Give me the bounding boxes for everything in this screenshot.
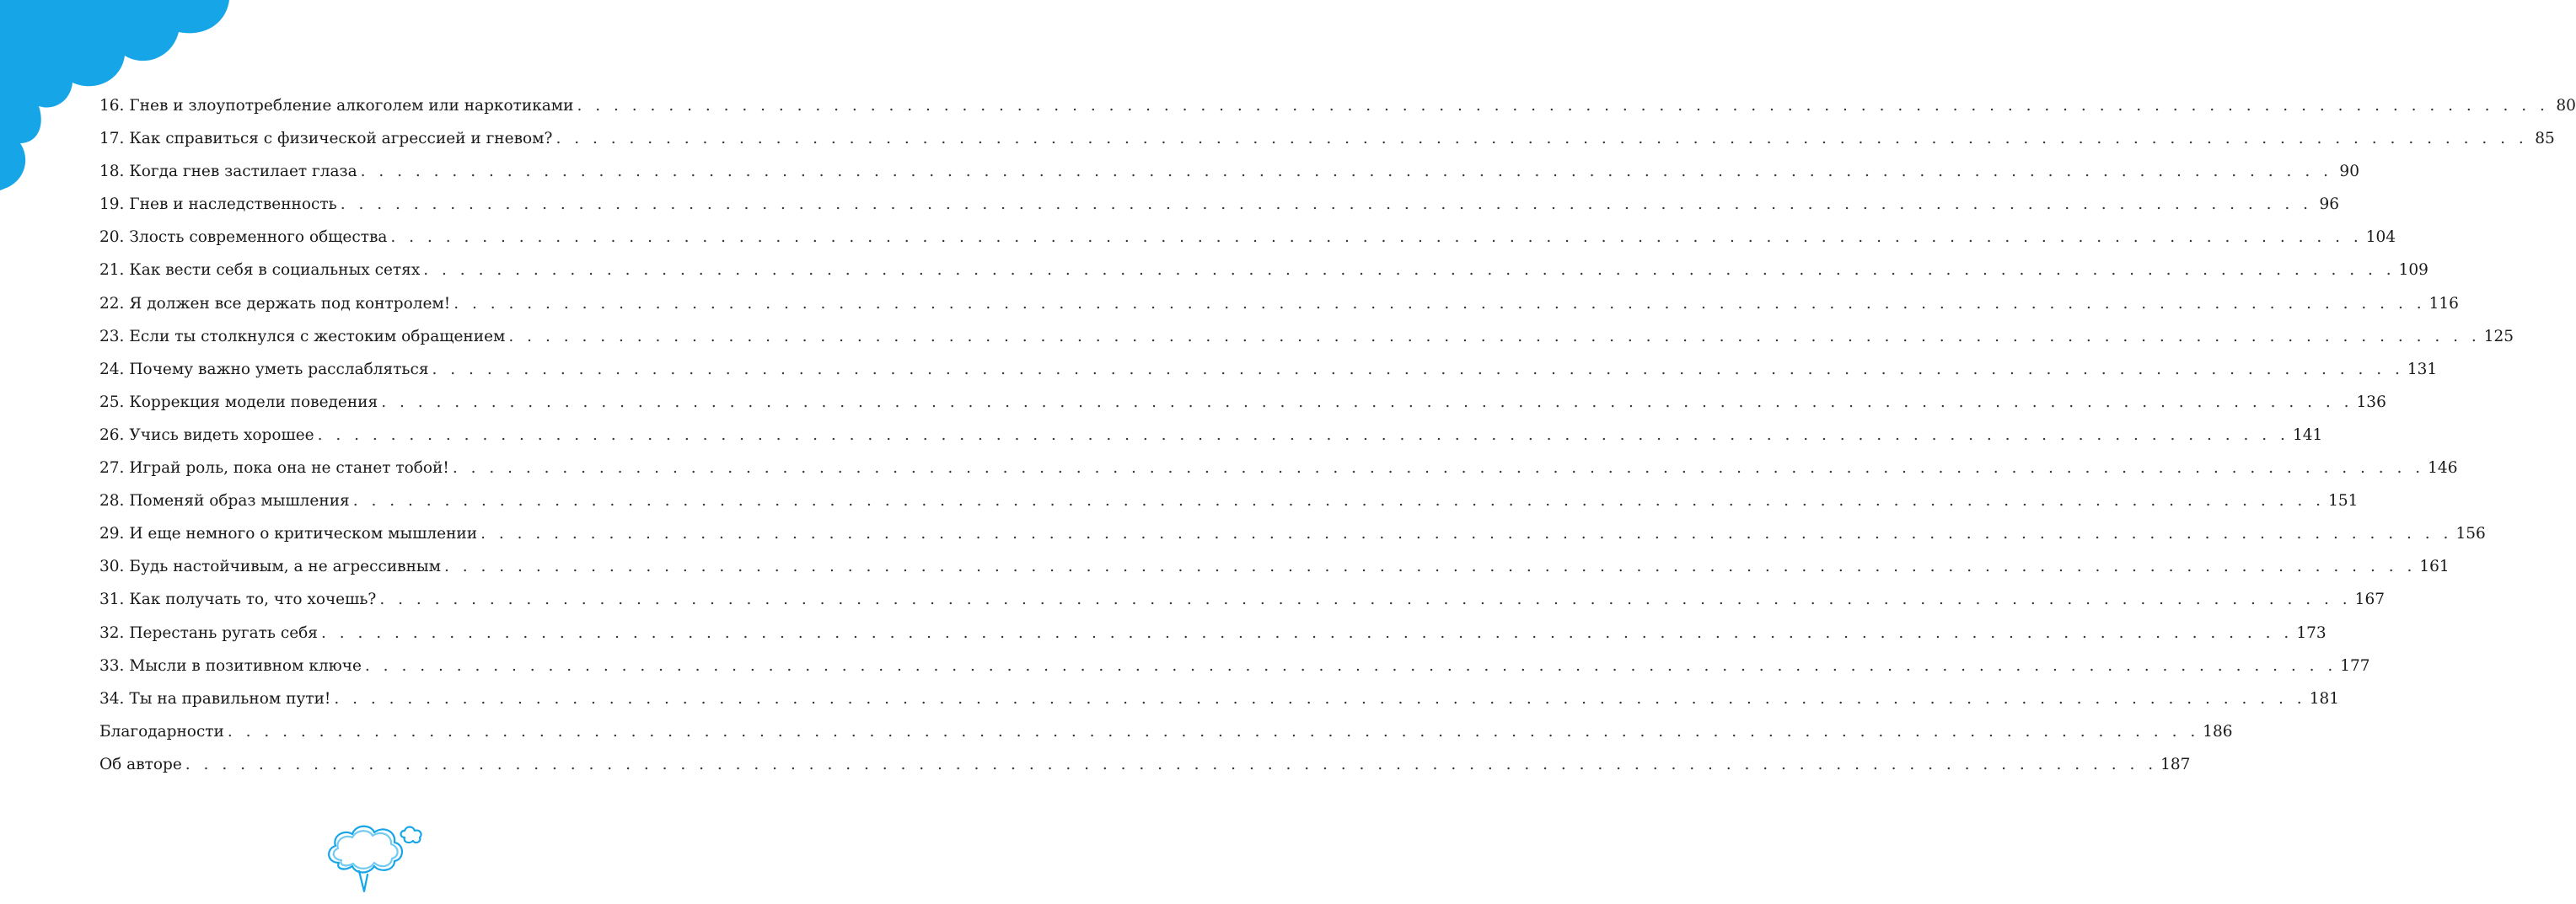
- toc-entry-24: [99, 353, 2438, 386]
- toc-number: 32.: [99, 623, 125, 642]
- toc-entry-19: [99, 188, 2340, 221]
- dot-leader: [341, 188, 2312, 221]
- toc-title: Гнев и злоупотребление алкоголем или наркотиками: [129, 97, 574, 115]
- dot-leader: [432, 353, 2404, 386]
- toc-title: Коррекция модели поведения: [129, 393, 378, 411]
- dot-leader: [381, 386, 2353, 419]
- toc-number: 34.: [99, 689, 125, 708]
- toc-page-number: 146: [2428, 459, 2458, 478]
- toc-title: Злость современного общества: [129, 228, 388, 247]
- toc-page-number: 136: [2356, 393, 2386, 411]
- toc-title: Когда гнев застилает глаза: [129, 163, 357, 181]
- toc-title: Почему важно уметь расслабляться: [129, 360, 429, 378]
- toc-number: 18.: [99, 163, 125, 181]
- toc-number: 19.: [99, 195, 125, 214]
- toc-entry-17: [99, 122, 2555, 155]
- toc-number: 16.: [99, 97, 125, 115]
- toc-number: 23.: [99, 327, 125, 345]
- toc-entry-30: [99, 550, 2450, 583]
- toc-number: 33.: [99, 656, 125, 675]
- toc-entry-20: [99, 221, 2396, 254]
- toc-page-number: 104: [2365, 228, 2396, 247]
- toc-page-number: 161: [2419, 558, 2450, 576]
- toc-title: Если ты столкнулся с жестоким обращением: [129, 327, 506, 345]
- toc-entry-16: [99, 89, 2576, 122]
- toc-entry-31: [99, 583, 2385, 616]
- toc-page-number: 173: [2296, 623, 2326, 642]
- toc-page-number: 186: [2203, 722, 2233, 741]
- toc-entry-23: [99, 320, 2514, 353]
- toc-page-number: 181: [2309, 689, 2339, 708]
- toc-number: 21.: [99, 261, 125, 280]
- dot-leader: [508, 320, 2480, 353]
- toc-title: Будь настойчивым, а не агрессивным: [129, 558, 442, 576]
- toc-page-number: 177: [2340, 656, 2370, 675]
- dot-leader: [365, 650, 2337, 682]
- toc-title: Играй роль, пока она не станет тобой!: [129, 459, 449, 478]
- toc-title: Перестань ругать себя: [129, 623, 318, 642]
- toc-entry-33: [99, 650, 2370, 682]
- dot-leader: [444, 550, 2416, 583]
- toc-title: Гнев и наследственность: [129, 195, 337, 214]
- toc-entry-about-author: [99, 748, 2191, 781]
- toc-title: И еще немного о критическом мышлении: [129, 525, 478, 543]
- toc-entry-27: [99, 452, 2458, 484]
- dot-leader: [453, 452, 2424, 484]
- toc-page-number: 90: [2339, 163, 2359, 181]
- toc-page-number: 141: [2292, 425, 2323, 444]
- toc-number: 31.: [99, 591, 125, 609]
- dot-leader: [577, 89, 2549, 122]
- toc-page-number: 109: [2398, 261, 2428, 280]
- dot-leader: [185, 748, 2157, 781]
- toc-title: Мысли в позитивном ключе: [129, 656, 362, 675]
- toc-number: 22.: [99, 294, 125, 313]
- toc-title: Ты на правильном пути!: [129, 689, 331, 708]
- toc-number: 28.: [99, 492, 125, 511]
- dot-leader: [480, 517, 2452, 550]
- dot-leader: [379, 583, 2351, 616]
- toc-page-number: 85: [2535, 130, 2555, 148]
- toc-entry-acknowledgements: [99, 715, 2233, 748]
- toc-title: Я должен все держать под контролем!: [129, 294, 451, 313]
- toc-number: 26.: [99, 425, 125, 444]
- toc-page-number: 187: [2160, 755, 2191, 773]
- toc-entry-32: [99, 617, 2326, 650]
- toc-entry-18: [99, 155, 2359, 188]
- toc-entry-34: [99, 682, 2339, 715]
- toc-title: Благодарности: [99, 722, 224, 741]
- table-of-contents: [99, 89, 2576, 781]
- dot-leader: [390, 221, 2362, 254]
- toc-number: 29.: [99, 525, 125, 543]
- toc-page-number: 167: [2354, 591, 2385, 609]
- dot-leader: [318, 419, 2289, 452]
- toc-title: Поменяй образ мышления: [129, 492, 350, 511]
- toc-title: Как справиться с физической агрессией и гневом?: [129, 130, 553, 148]
- toc-number: 20.: [99, 228, 125, 247]
- dot-leader: [334, 682, 2305, 715]
- toc-number: 17.: [99, 130, 125, 148]
- toc-entry-28: [99, 484, 2359, 517]
- toc-page-number: 125: [2483, 327, 2514, 345]
- dot-leader: [453, 287, 2425, 320]
- toc-number: 24.: [99, 360, 125, 378]
- dot-leader: [555, 122, 2527, 155]
- toc-entry-22: [99, 287, 2459, 320]
- toc-page-number: 131: [2407, 360, 2438, 378]
- dot-leader: [361, 155, 2332, 188]
- dot-leader: [423, 254, 2395, 286]
- toc-title: Учись видеть хорошее: [129, 425, 314, 444]
- dot-leader: [353, 484, 2325, 517]
- toc-page-number: 151: [2328, 492, 2359, 511]
- dot-leader: [321, 617, 2293, 650]
- thought-cloud-icon: [322, 819, 432, 895]
- toc-title: Как вести себя в социальных сетях: [129, 261, 421, 280]
- toc-number: 25.: [99, 393, 125, 411]
- toc-page-number: 116: [2428, 294, 2459, 313]
- dot-leader: [228, 715, 2199, 748]
- toc-entry-25: [99, 386, 2386, 419]
- toc-page-number: 156: [2455, 525, 2486, 543]
- toc-page-number: 80: [2556, 97, 2576, 115]
- toc-number: 30.: [99, 558, 125, 576]
- toc-title: Как получать то, что хочешь?: [129, 591, 377, 609]
- toc-title: Об авторе: [99, 755, 182, 773]
- toc-entry-29: [99, 517, 2486, 550]
- toc-entry-26: [99, 419, 2323, 452]
- toc-page-number: 96: [2319, 195, 2340, 214]
- toc-entry-21: [99, 254, 2428, 286]
- toc-number: 27.: [99, 459, 125, 478]
